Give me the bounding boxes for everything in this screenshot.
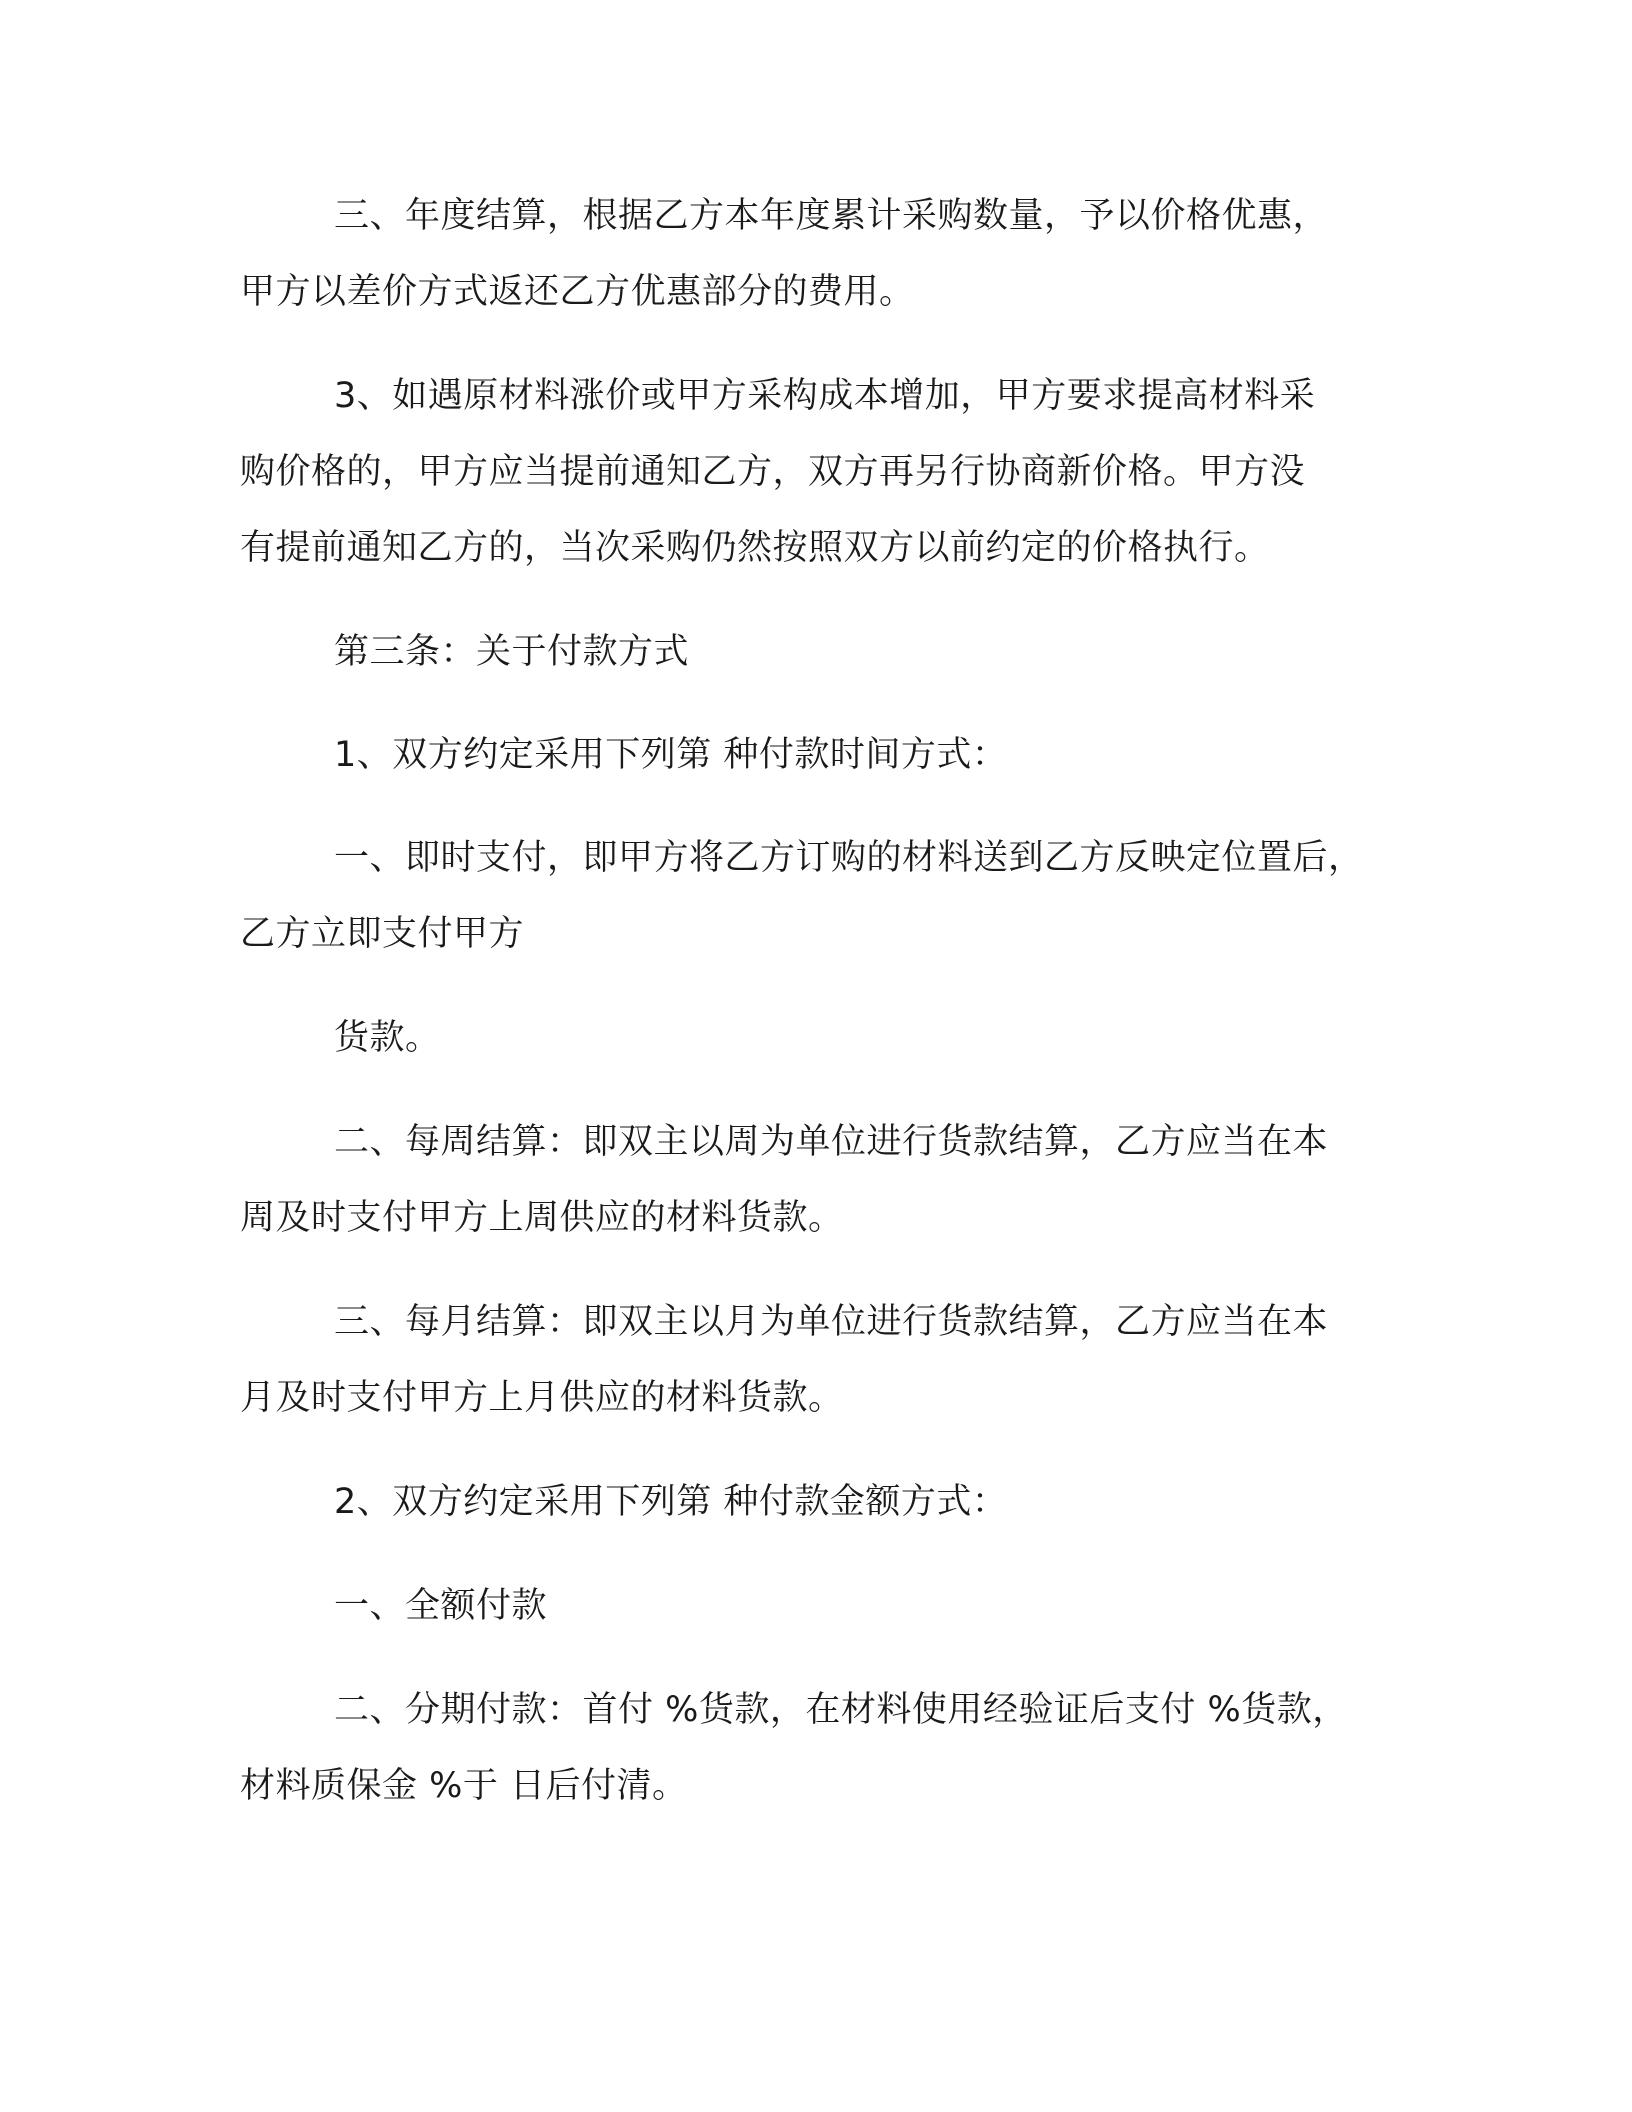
- paragraph-line: 周及时支付甲方上周供应的材料货款。: [240, 1198, 844, 1238]
- paragraph-line: 2、双方约定采用下列第 种付款金额方式：: [334, 1482, 1008, 1522]
- paragraph-monthly-settlement: [240, 1284, 1400, 1436]
- paragraph-line: 二、分期付款：首付 %货款，在材料使用经验证后支付 %货款，: [334, 1690, 1348, 1730]
- paragraph-line: 一、即时支付，即甲方将乙方订购的材料送到乙方反映定位置后，: [334, 838, 1364, 878]
- paragraph-line: 二、每周结算：即双主以周为单位进行货款结算，乙方应当在本: [334, 1122, 1329, 1162]
- paragraph-payment-time-options: [240, 717, 1400, 793]
- paragraph-line: 甲方以差价方式返还乙方优惠部分的费用。: [240, 272, 915, 312]
- paragraph-annual-settlement: [240, 178, 1400, 330]
- paragraph-full-payment: [240, 1568, 1400, 1644]
- paragraph-line: 材料质保金 %于 日后付清。: [240, 1766, 688, 1806]
- paragraph-price-increase: [240, 358, 1400, 586]
- section-heading-payment-method: [240, 614, 1400, 690]
- paragraph-line: 有提前通知乙方的，当次采购仍然按照双方以前约定的价格执行。: [240, 528, 1270, 568]
- paragraph-immediate-payment: [240, 820, 1400, 972]
- paragraph-line: 购价格的，甲方应当提前通知乙方，双方再另行协商新价格。甲方没: [240, 452, 1306, 492]
- paragraph-installment-payment: [240, 1672, 1400, 1824]
- paragraph-line: 3、如遇原材料涨价或甲方采构成本增加，甲方要求提高材料采: [334, 376, 1316, 416]
- paragraph-line: 1、双方约定采用下列第 种付款时间方式：: [334, 735, 1008, 775]
- paragraph-payment-amount-options: [240, 1464, 1400, 1540]
- paragraph-line: 第三条：关于付款方式: [334, 632, 690, 672]
- paragraph-line: 三、每月结算：即双主以月为单位进行货款结算，乙方应当在本: [334, 1302, 1329, 1342]
- paragraph-line: 月及时支付甲方上月供应的材料货款。: [240, 1378, 844, 1418]
- paragraph-line: 乙方立即支付甲方: [240, 914, 525, 954]
- paragraph-payment-continuation: [240, 1000, 1400, 1076]
- paragraph-line: 货款。: [334, 1018, 441, 1058]
- paragraph-weekly-settlement: [240, 1104, 1400, 1256]
- paragraph-line: 三、年度结算，根据乙方本年度累计采购数量，予以价格优惠，: [334, 196, 1329, 236]
- paragraph-line: 一、全额付款: [334, 1586, 548, 1626]
